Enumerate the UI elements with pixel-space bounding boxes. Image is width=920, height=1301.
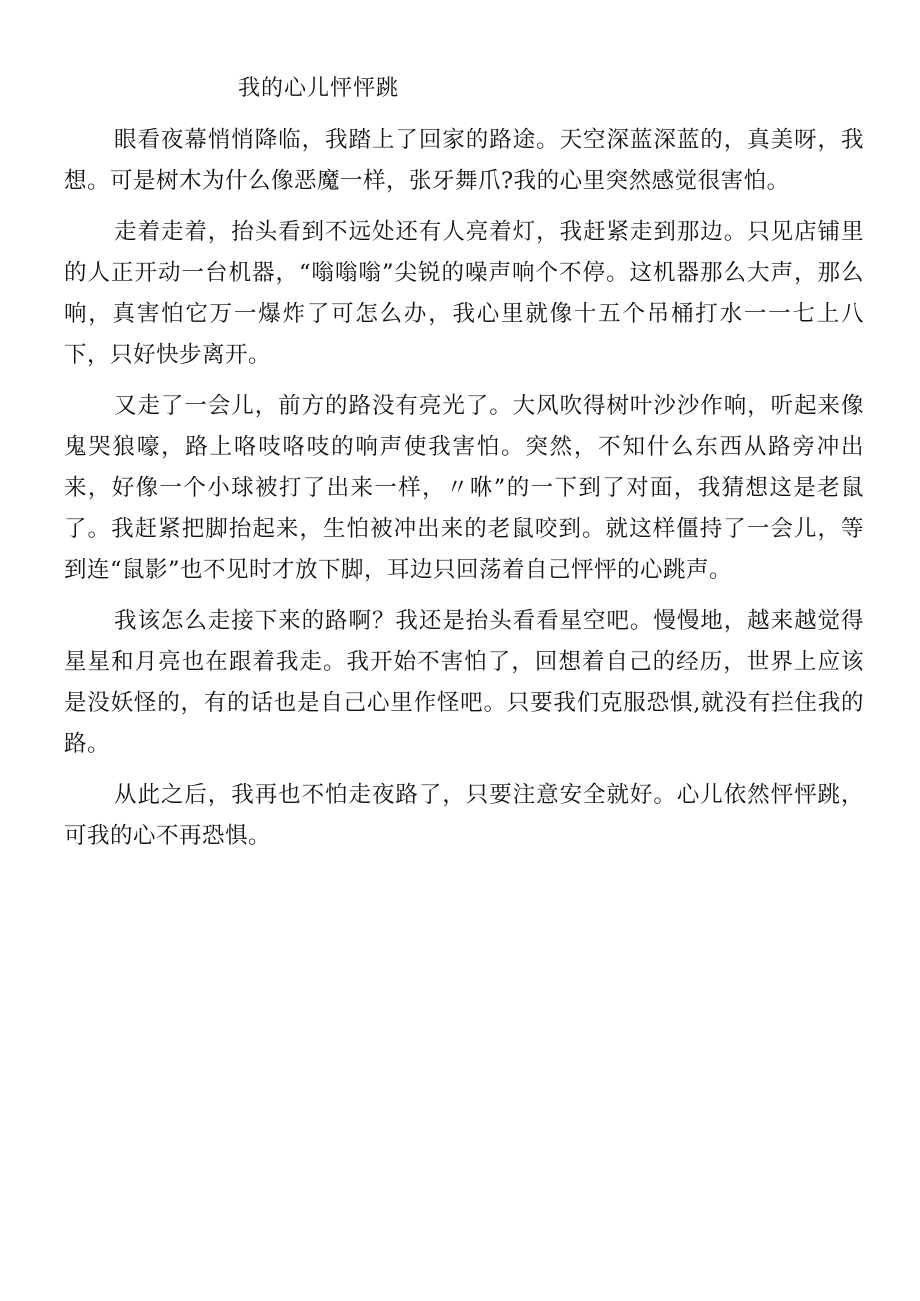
essay-title: 我的心儿怦怦跳 — [238, 76, 400, 101]
paragraph-2: 走着走着，抬头看到不远处还有人亮着灯，我赶紧走到那边。只见店铺里的人正开动一台机器，“嗡嗡嗡”尖锐的噪声响个不停。这机器那么大声，那么响，真害怕它万一爆炸了可怎么办，我心里就像十五个吊桶打水一一七上八下，只好快步离开。 — [64, 219, 864, 368]
essay-body — [64, 120, 864, 867]
paragraph-1: 眼看夜幕悄悄降临，我踏上了回家的路途。天空深蓝深蓝的，真美呀，我想。可是树木为什么像恶魔一样，张牙舞爪?我的心里突然感觉很害怕。 — [64, 127, 864, 194]
paragraph-4: 我该怎么走接下来的路啊？我还是抬头看看星空吧。慢慢地，越来越觉得星星和月亮也在跟着我走。我开始不害怕了，回想着自己的经历，世界上应该是没妖怪的，有的话也是自己心里作怪吧。只要我们克服恐惧,就没有拦住我的路。 — [64, 608, 864, 757]
paragraph-3: 又走了一会儿，前方的路没有亮光了。大风吹得树叶沙沙作响，听起来像鬼哭狼嚎，路上咯吱咯吱的响声使我害怕。突然，不知什么东西从路旁冲出来，好像一个小球被打了出来一样，〃咻”的一下到了对面，我猜想这是老鼠了。我赶紧把脚抬起来，生怕被冲出来的老鼠咬到。就这样僵持了一会儿，等到连“鼠影”也不见时才放下脚，耳边只回荡着自己怦怦的心跳声。 — [64, 393, 864, 583]
paragraph-5: 从此之后，我再也不怕走夜路了，只要注意安全就好。心儿依然怦怦跳，可我的心不再恐惧。 — [64, 782, 864, 849]
